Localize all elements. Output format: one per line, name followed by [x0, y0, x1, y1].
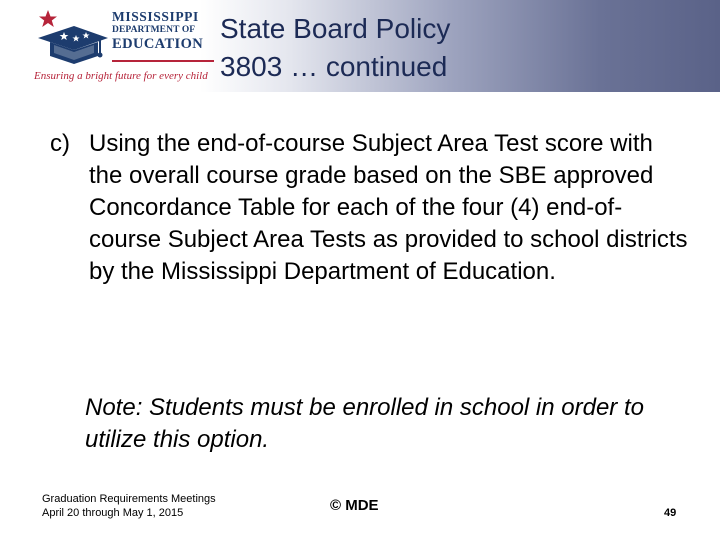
title-line-2: 3803 … continued	[220, 51, 448, 82]
item-marker: c)	[50, 130, 70, 157]
slide-title	[220, 10, 450, 86]
agency-name	[112, 10, 216, 52]
graduation-cap-star-icon	[34, 8, 110, 68]
mde-logo	[34, 6, 216, 84]
note-text: Note: Students must be enrolled in school in order to utilize this option.	[85, 394, 644, 453]
title-line-1: State Board Policy	[220, 13, 451, 44]
logo-tagline: Ensuring a bright future for every child	[34, 70, 208, 82]
logo-divider	[112, 60, 214, 62]
agency-line-2: DEPARTMENT OF	[112, 24, 196, 35]
policy-item	[50, 128, 690, 288]
footer-meeting-info: Graduation Requirements Meetings April 20 through May 1, 2015	[42, 493, 216, 519]
agency-line-1: MISSISSIPPI	[112, 9, 199, 24]
page-number: 49	[664, 507, 677, 519]
footer-copyright: © MDE	[330, 497, 379, 514]
item-text: Using the end-of-course Subject Area Test score with the overall course grade based on the SBE approved Concordance Table for each of the four (4) end-of-course Subject Area Tests as provided to school districts by the Mississippi Department of Education.	[89, 130, 688, 285]
agency-line-3: EDUCATION	[112, 36, 204, 53]
